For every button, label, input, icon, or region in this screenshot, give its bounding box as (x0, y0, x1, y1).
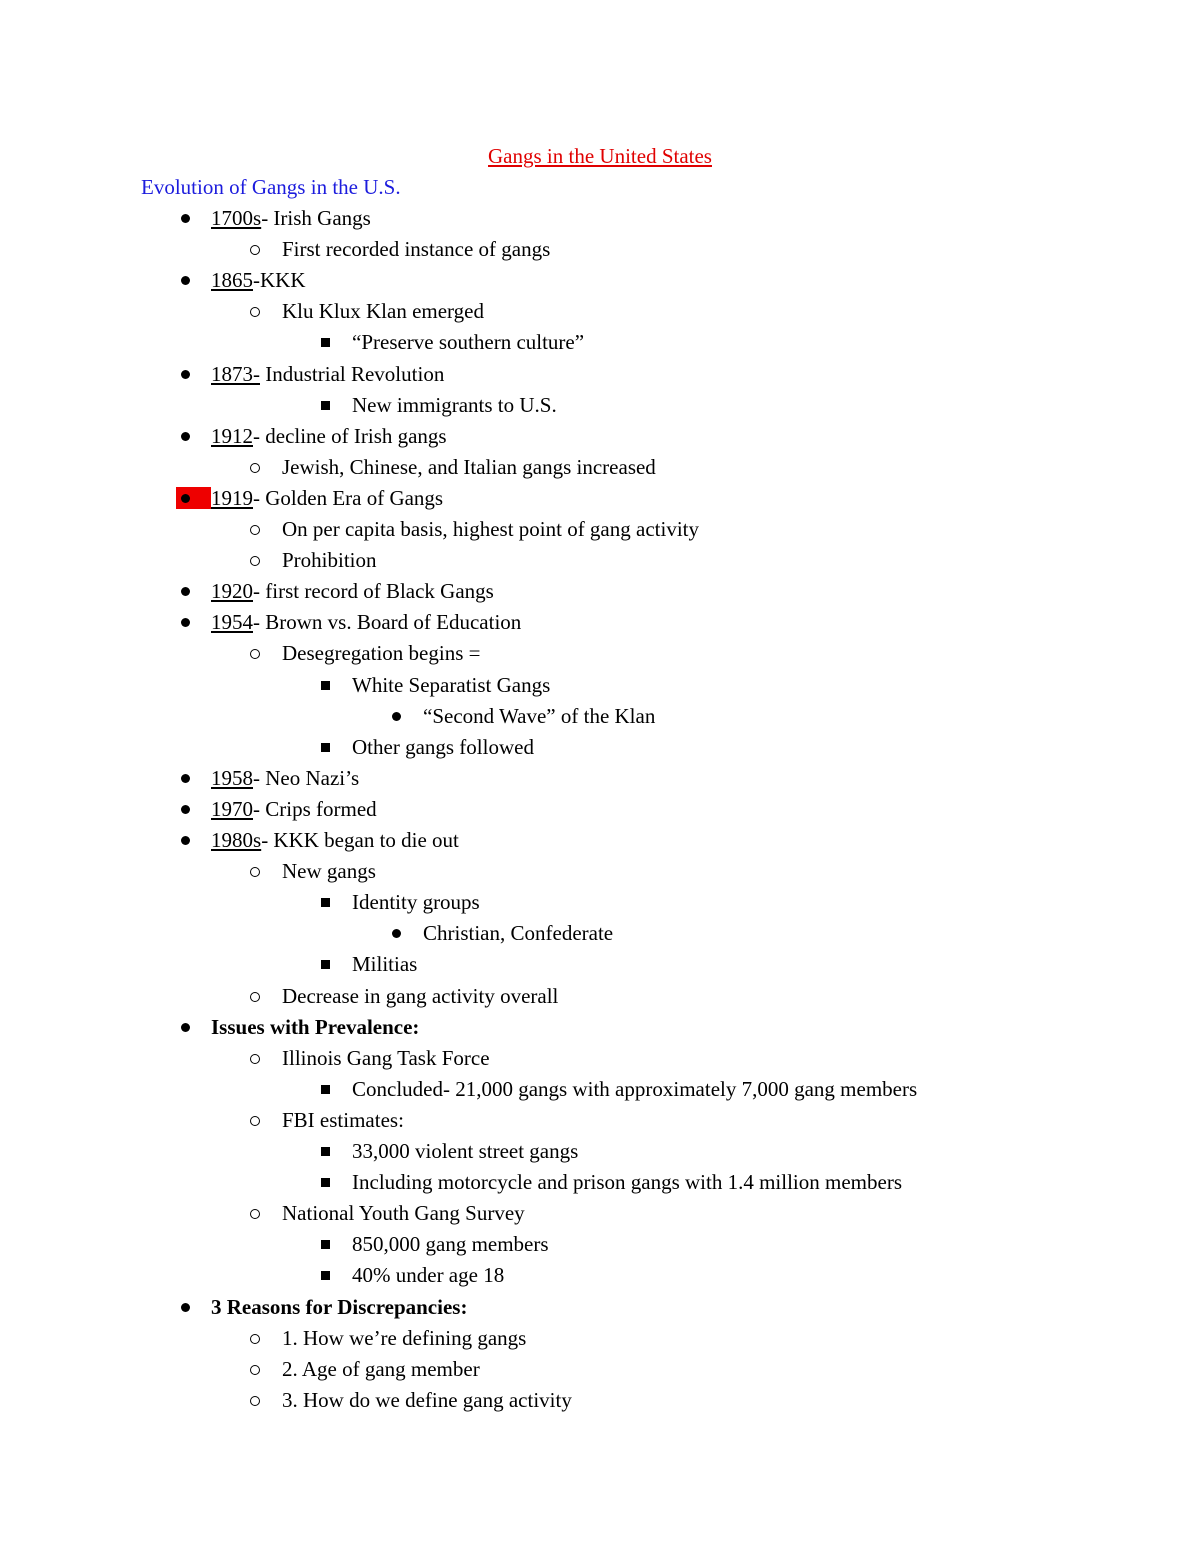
bullet-square-icon (316, 1137, 334, 1165)
outline-item-text (352, 1168, 902, 1196)
outline-item-text (282, 515, 699, 543)
outline-item-text (282, 1106, 404, 1134)
outline-item-label: Militias (352, 952, 418, 976)
bullet-disc-icon (387, 702, 405, 730)
outline-item-text (282, 639, 480, 667)
outline-item-text (352, 328, 584, 356)
bullet-square-icon (316, 1230, 334, 1258)
outline-item-year: 1919 (211, 486, 253, 510)
outline-item-label: 33,000 violent street gangs (352, 1139, 579, 1163)
bullet-circle-icon (246, 1199, 264, 1227)
outline-item-text (352, 888, 480, 916)
outline-item-text (211, 1013, 419, 1041)
bullet-circle-icon (246, 297, 264, 325)
bullet-disc-icon (176, 204, 194, 232)
bullet-circle-icon (246, 235, 264, 263)
bullet-circle-icon (246, 857, 264, 885)
outline-item-text (211, 1293, 467, 1321)
bullet-disc-icon (176, 577, 194, 605)
outline-item-label: - decline of Irish gangs (253, 424, 447, 448)
outline-item-text (352, 1075, 917, 1103)
outline-item-year: 1920 (211, 579, 253, 603)
bullet-circle-icon (246, 515, 264, 543)
outline-item-label: Including motorcycle and prison gangs with 1.4 million members (352, 1170, 902, 1194)
outline-item-text (423, 919, 613, 947)
outline-item-label: 3. How do we define gang activity (282, 1388, 572, 1412)
outline-item-text (211, 204, 371, 232)
bullet-square-icon (316, 328, 334, 356)
outline-item-text (352, 733, 534, 761)
bullet-square-icon (316, 950, 334, 978)
outline-item-year: 1865 (211, 268, 253, 292)
outline-item-text (423, 702, 655, 730)
bullet-circle-icon (246, 546, 264, 574)
bullet-disc-icon (176, 826, 194, 854)
outline-item-text (211, 360, 444, 388)
outline-item-label: 1. How we’re defining gangs (282, 1326, 527, 1350)
outline-item-label: Other gangs followed (352, 735, 534, 759)
outline-item-label: - KKK began to die out (261, 828, 459, 852)
outline-item-label: FBI estimates: (282, 1108, 404, 1132)
outline-item-label: Industrial Revolution (260, 362, 445, 386)
bullet-square-icon (316, 1261, 334, 1289)
outline-item-text (211, 484, 443, 512)
outline-item-label: Illinois Gang Task Force (282, 1046, 490, 1070)
outline-item-text (211, 826, 459, 854)
outline-item-text (282, 546, 377, 574)
outline-item-label: New gangs (282, 859, 376, 883)
outline-item-text (352, 1230, 549, 1258)
bullet-circle-icon (246, 1355, 264, 1383)
bullet-disc-icon (176, 1293, 194, 1321)
outline-item-text (352, 1137, 578, 1165)
outline-item-label: - Crips formed (253, 797, 377, 821)
outline-item-label: 2. Age of gang member (282, 1357, 480, 1381)
bullet-circle-icon (246, 1324, 264, 1352)
bullet-disc-icon (176, 608, 194, 636)
outline-item-label: Klu Klux Klan emerged (282, 299, 484, 323)
outline-item-text (211, 266, 306, 294)
outline-item-label: 3 Reasons for Discrepancies: (211, 1295, 468, 1319)
outline-item-label: -KKK (253, 268, 306, 292)
outline-item-text (282, 453, 656, 481)
outline-item-label: Identity groups (352, 890, 480, 914)
outline-item-text (282, 857, 376, 885)
outline-item-text (282, 1324, 526, 1352)
outline-item-label: - Neo Nazi’s (253, 766, 360, 790)
outline-item-label: - Golden Era of Gangs (253, 486, 444, 510)
outline-item-year: 1873- (211, 362, 260, 386)
outline-item-label: Issues with Prevalence: (211, 1015, 420, 1039)
bullet-circle-icon (246, 1386, 264, 1414)
outline-item-text (352, 950, 417, 978)
bullet-disc-icon (176, 764, 194, 792)
outline-item-label: Concluded- 21,000 gangs with approximately 7,000 gang members (352, 1077, 918, 1101)
outline-item-label: Christian, Confederate (423, 921, 614, 945)
outline-item-year: 1700s (211, 206, 262, 230)
outline-item-label: Jewish, Chinese, and Italian gangs increased (282, 455, 656, 479)
document-title: Gangs in the United States (488, 144, 712, 168)
outline-item-label: Prohibition (282, 548, 377, 572)
bullet-square-icon (316, 733, 334, 761)
outline-item-year: 1912 (211, 424, 253, 448)
outline-item-text (211, 422, 447, 450)
outline-item-text (352, 391, 557, 419)
outline-item-label: “Second Wave” of the Klan (423, 704, 656, 728)
outline-item-text (352, 1261, 504, 1289)
bullet-disc-icon (176, 795, 194, 823)
bullet-circle-icon (246, 1106, 264, 1134)
outline-item-label: White Separatist Gangs (352, 673, 551, 697)
outline-item-label: Desegregation begins = (282, 641, 481, 665)
outline-item-label: - Brown vs. Board of Education (253, 610, 522, 634)
outline-item-text (282, 1199, 525, 1227)
bullet-square-icon (316, 671, 334, 699)
outline-item-text (282, 1386, 572, 1414)
outline-item-label: 850,000 gang members (352, 1232, 549, 1256)
section-heading: Evolution of Gangs in the U.S. (141, 175, 401, 199)
outline-item-text (211, 764, 359, 792)
bullet-square-icon (316, 888, 334, 916)
outline-item-label: - Irish Gangs (261, 206, 371, 230)
bullet-disc-icon (176, 360, 194, 388)
outline-item-label: National Youth Gang Survey (282, 1201, 525, 1225)
bullet-disc-icon (176, 266, 194, 294)
outline-item-text (282, 297, 484, 325)
bullet-square-icon (316, 1075, 334, 1103)
bullet-disc-icon (176, 484, 194, 512)
bullet-disc-icon (176, 1013, 194, 1041)
outline-item-text (211, 577, 494, 605)
bullet-square-icon (316, 391, 334, 419)
bullet-circle-icon (246, 982, 264, 1010)
outline-item-label: - first record of Black Gangs (253, 579, 494, 603)
outline-item-text (282, 235, 550, 263)
bullet-disc-icon (176, 422, 194, 450)
outline-item-label: Decrease in gang activity overall (282, 984, 559, 1008)
outline-item-text (352, 671, 550, 699)
outline-item-year: 1970 (211, 797, 253, 821)
outline-item-label: 40% under age 18 (352, 1263, 505, 1287)
bullet-circle-icon (246, 639, 264, 667)
outline-item-text (282, 982, 558, 1010)
outline-item-label: “Preserve southern culture” (352, 330, 585, 354)
bullet-square-icon (316, 1168, 334, 1196)
bullet-circle-icon (246, 1044, 264, 1072)
outline-item-year: 1954 (211, 610, 253, 634)
outline-item-text (282, 1044, 490, 1072)
outline-item-year: 1980s (211, 828, 262, 852)
outline-item-text (211, 608, 521, 636)
outline-item-year: 1958 (211, 766, 253, 790)
bullet-circle-icon (246, 453, 264, 481)
outline-item-label: First recorded instance of gangs (282, 237, 551, 261)
outline-item-label: New immigrants to U.S. (352, 393, 557, 417)
outline-item-label: On per capita basis, highest point of gang activity (282, 517, 699, 541)
outline-item-text (211, 795, 377, 823)
bullet-disc-icon (387, 919, 405, 947)
outline-item-text (282, 1355, 480, 1383)
